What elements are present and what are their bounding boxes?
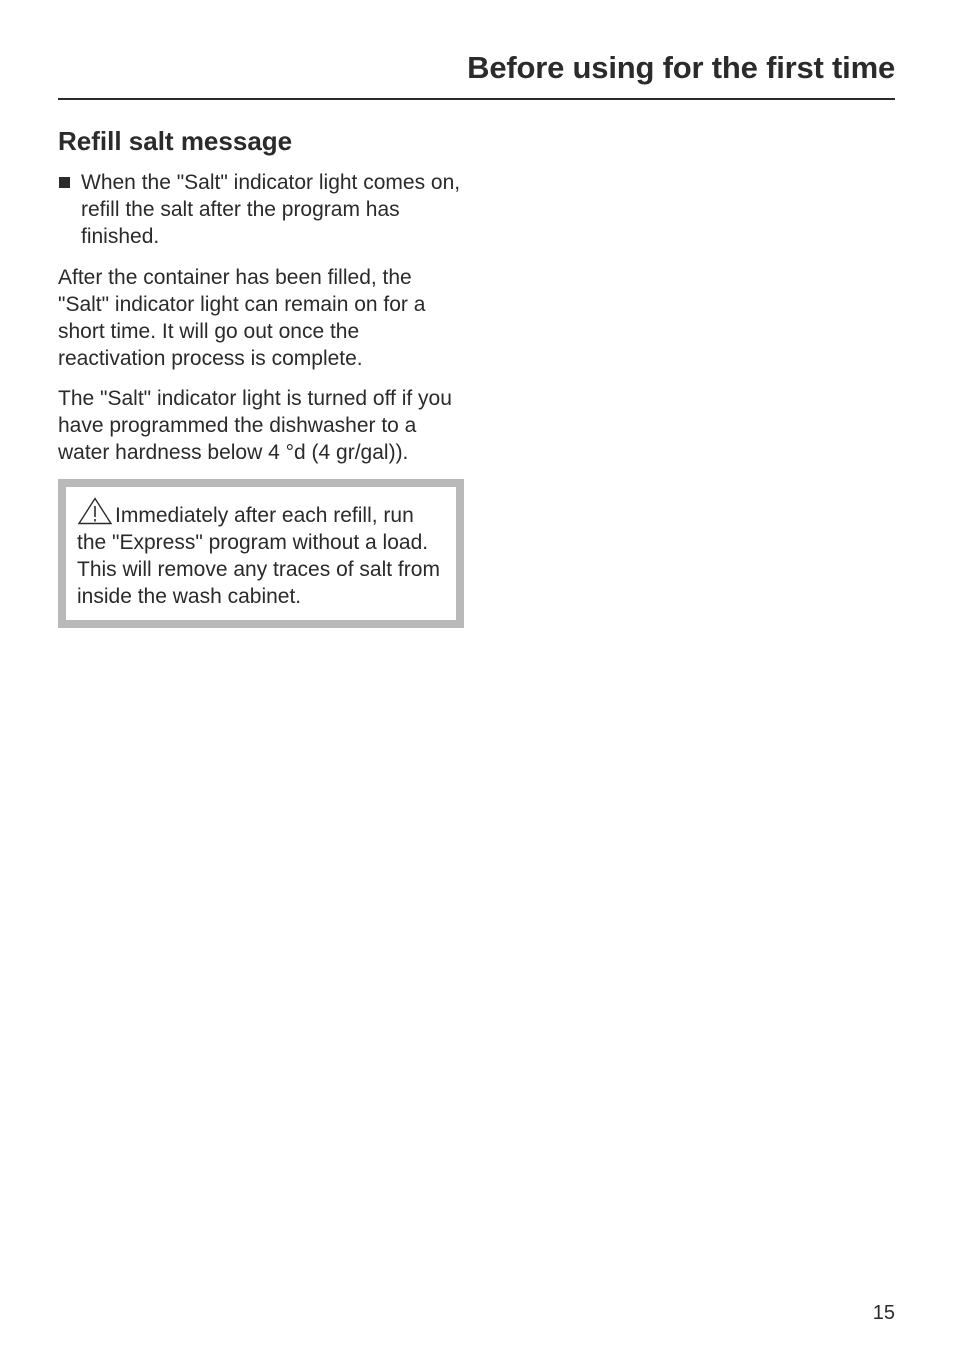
paragraph-refill-info: After the container has been filled, the "Salt" indicator light can remain on for a short time. It will go out once the reactivation process is complete. <box>58 266 426 370</box>
warning-text: Immediately after each refill, run the "Express" program without a load. This will remove any traces of salt from inside the wash cabinet. <box>77 504 440 608</box>
section-heading: Refill salt message <box>58 126 293 156</box>
warning-triangle-icon <box>77 497 113 525</box>
content-column <box>58 124 468 628</box>
square-bullet-icon <box>59 177 70 188</box>
page-title: Before using for the first time <box>467 50 895 85</box>
bullet-text: When the "Salt" indicator light comes on, refill the salt after the program has finished. <box>81 171 461 248</box>
page-number: 15 <box>872 1302 895 1324</box>
warning-box <box>58 479 464 628</box>
bullet-list-item <box>58 169 468 250</box>
header-divider <box>58 98 895 100</box>
paragraph-hardness-info: The "Salt" indicator light is turned off if you have programmed the dishwasher to a water hardness below 4 °d (4 gr/gal)). <box>58 387 452 464</box>
